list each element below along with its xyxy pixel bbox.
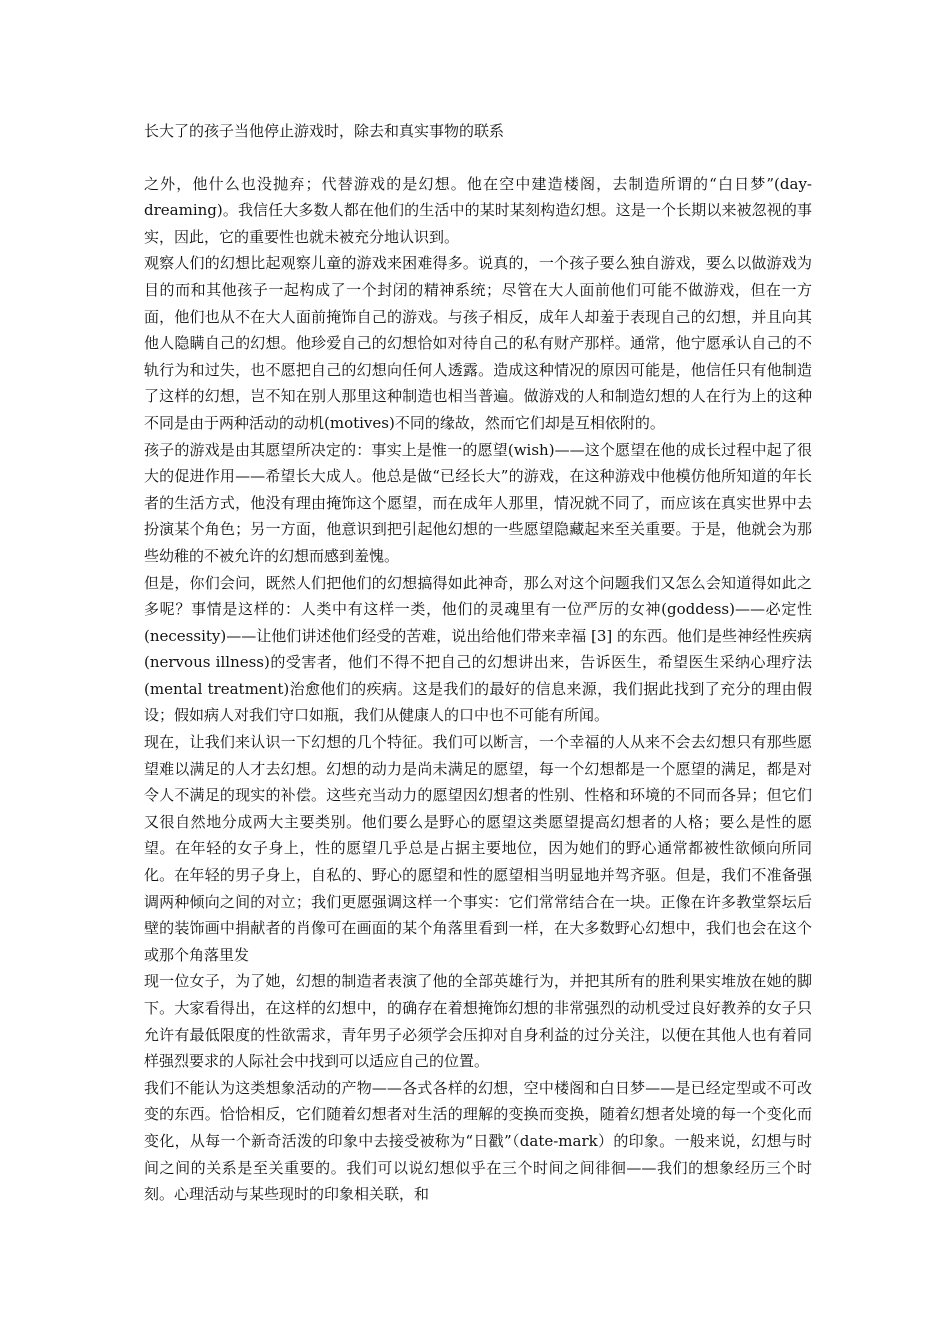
paragraph-2: 观察人们的幻想比起观察儿童的游戏来困难得多。说真的，一个孩子要么独自游戏，要么以做游戏为目的而和其他孩子一起构成了一个封闭的精神系统；尽管在大人面前他们可能不做游戏，但在一方面，他们也从不在大人面前掩饰自己的游戏。与孩子相反，成年人却羞于表现自己的幻想，并且向其他人隐瞒自己的幻想。他珍爱自己的幻想恰如对待自己的私有财产那样。通常，他宁愿承认自己的不轨行为和过失，也不愿把自己的幻想向任何人透露。造成这种情况的原因可能是，他信任只有他制造了这样的幻想，岂不知在别人那里这种制造也相当普遍。做游戏的人和制造幻想的人在行为上的这种不同是由于两种活动的动机(motives)不同的缘故，然而它们却是互相依附的。	[144, 254, 812, 432]
paragraph-4: 但是，你们会问，既然人们把他们的幻想搞得如此神奇，那么对这个问题我们又怎么会知道得如此之多呢？事情是这样的：人类中有这样一类，他们的灵魂里有一位严厉的女神(goddess)——必定性(necessity)——让他们讲述他们经受的苦难，说出给他们带来幸福 [3] 的东西。他们是些神经性疾病(nervous illness)的受害者，他们不得不把自己的幻想讲出来，告诉医生，希望医生采纳心理疗法(mental treatment)治愈他们的疾病。这是我们的最好的信息来源，我们据此找到了充分的理由假设；假如病人对我们守口如瓶，我们从健康人的口中也不可能有所闻。	[144, 573, 813, 725]
paragraph-1: 之外，他什么也没抛弃；代替游戏的是幻想。他在空中建造楼阁，去制造所谓的“白日梦”(day-dreaming)。我信任大多数人都在他们的生活中的某时某刻构造幻想。这是一个长期以来被忽视的事实，因此，它的重要性也就未被充分地认识到。	[144, 174, 812, 246]
paragraph-3: 孩子的游戏是由其愿望所决定的：事实上是惟一的愿望(wish)——这个愿望在他的成长过程中起了很大的促进作用——希望长大成人。他总是做“已经长大”的游戏，在这种游戏中他模仿他所知道的年长者的生活方式，他没有理由掩饰这个愿望，而在成年人那里，情况就不同了，而应该在真实世界中去扮演某个角色；另一方面，他意识到把引起他幻想的一些愿望隐藏起来至关重要。于是，他就会为那些幼稚的不被允许的幻想而感到羞愧。	[144, 440, 812, 565]
paragraph-5: 现在，让我们来认识一下幻想的几个特征。我们可以断言，一个幸福的人从来不会去幻想只有那些愿望难以满足的人才去幻想。幻想的动力是尚未满足的愿望，每一个幻想都是一个愿望的满足，都是对令人不满足的现实的补偿。这些充当动力的愿望因幻想者的性别、性格和环境的不同而各异；但它们又很自然地分成两大主要类别。他们要么是野心的愿望这类愿望提高幻想者的人格；要么是性的愿望。在年轻的女子身上，性的愿望几乎总是占据主要地位，因为她们的野心通常都被性欲倾向所同化。在年轻的男子身上，自私的、野心的愿望和性的愿望相当明显地并驾齐驱。但是，我们不准备强调两种倾向之间的对立；我们更愿强调这样一个事实：它们常常结合在一块。正像在许多教堂祭坛后壁的装饰画中捐献者的肖像可在画面的某个角落里看到一样，在大多数野心幻想中，我们也会在这个或那个角落里发	[144, 733, 812, 964]
document-body	[144, 118, 812, 1208]
opening-line: 长大了的孩子当他停止游戏时，除去和真实事物的联系	[144, 122, 505, 140]
paragraph-7: 我们不能认为这类想象活动的产物——各式各样的幻想，空中楼阁和白日梦——是已经定型或不可改变的东西。恰恰相反，它们随着幻想者对生活的理解的变换而变换，随着幻想者处境的每一个变化而变化，从每一个新奇活泼的印象中去接受被称为“日戳”（date-mark）的印象。一般来说，幻想与时间之间的关系是至关重要的。我们可以说幻想似乎在三个时间之间徘徊——我们的想象经历三个时刻。心理活动与某些现时的印象相关联，和	[144, 1078, 812, 1204]
paragraph-gap	[144, 145, 812, 171]
paragraph-6: 现一位女子，为了她，幻想的制造者表演了他的全部英雄行为，并把其所有的胜利果实堆放在她的脚下。大家看得出，在这样的幻想中，的确存在着想掩饰幻想的非常强烈的动机受过良好教养的女子只允许有最低限度的性欲需求，青年男子必须学会压抑对自身利益的过分关注，以便在其他人也有着同样强烈要求的人际社会中找到可以适应自己的位置。	[144, 972, 812, 1071]
